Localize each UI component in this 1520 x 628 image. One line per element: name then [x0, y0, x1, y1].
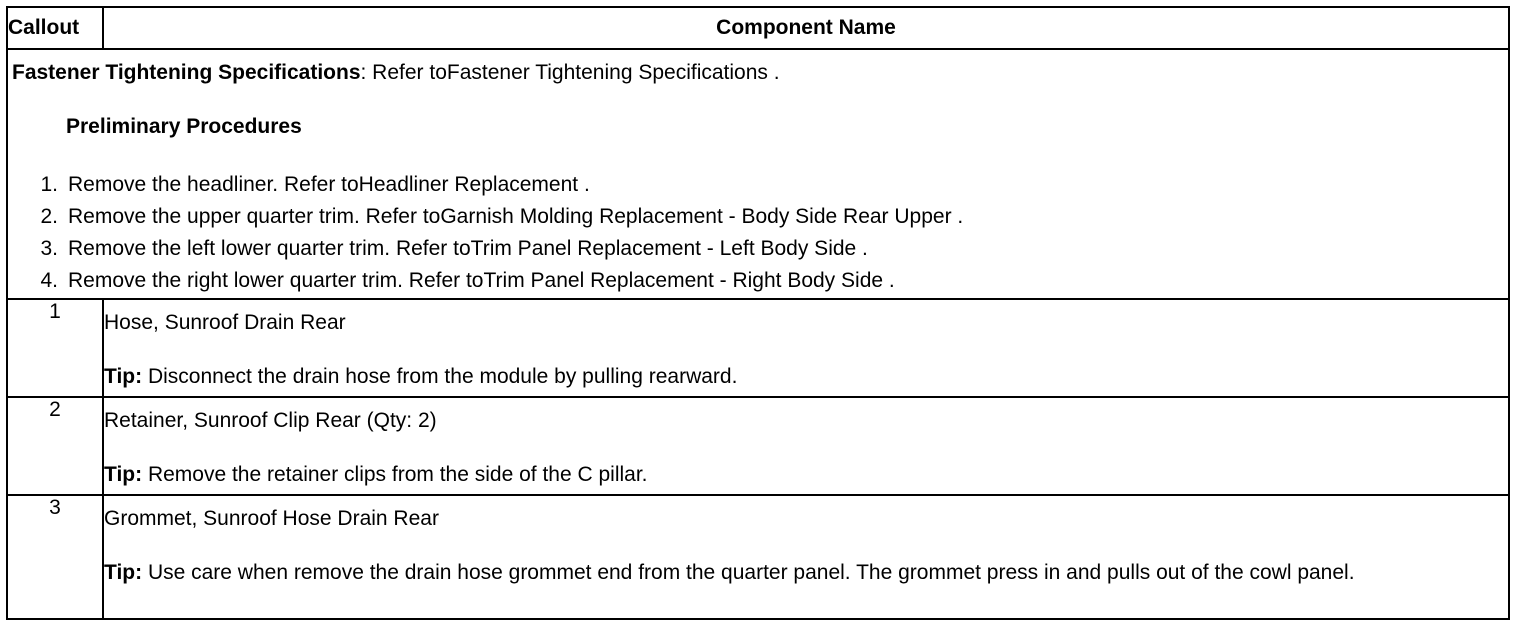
component-tip: [104, 363, 1508, 391]
tip-label: Tip:: [104, 561, 143, 584]
intro-row: [7, 49, 1509, 299]
callout-number: 1: [7, 299, 103, 397]
procedure-step: [12, 169, 1508, 201]
callout-number: 3: [7, 495, 103, 619]
callout-number: 2: [7, 397, 103, 495]
component-table-container: [6, 6, 1510, 620]
step-text: Remove the left lower quarter trim. Refer toTrim Panel Replacement - Left Body Side .: [68, 237, 868, 260]
step-number: 1.: [40, 173, 58, 196]
tip-text: Remove the retainer clips from the side of the C pillar.: [142, 463, 648, 486]
step-number: 3.: [40, 237, 58, 260]
component-name-header: Component Name: [103, 7, 1509, 49]
step-text: Remove the upper quarter trim. Refer toGarnish Molding Replacement - Body Side Rear Upper .: [68, 205, 964, 228]
table-row: [7, 397, 1509, 495]
procedure-step: [12, 265, 1508, 297]
table-row: [7, 299, 1509, 397]
component-cell: [103, 299, 1509, 397]
step-text: Remove the headliner. Refer toHeadliner Replacement .: [68, 173, 590, 196]
procedure-step: [12, 201, 1508, 233]
component-name: Retainer, Sunroof Clip Rear (Qty: 2): [104, 409, 437, 432]
preliminary-procedures-title: Preliminary Procedures: [66, 115, 302, 138]
component-tip: [104, 559, 1508, 587]
table-header-row: [7, 7, 1509, 49]
component-name: Grommet, Sunroof Hose Drain Rear: [104, 507, 439, 530]
intro-cell: [7, 49, 1509, 299]
component-cell: [103, 397, 1509, 495]
procedure-step: [12, 233, 1508, 265]
callout-header: Callout: [7, 7, 103, 49]
tip-label: Tip:: [104, 463, 143, 486]
procedure-steps: [12, 169, 1508, 297]
table-row: [7, 495, 1509, 619]
step-number: 4.: [40, 269, 58, 292]
tip-text: Disconnect the drain hose from the module by pulling rearward.: [142, 365, 738, 388]
component-name: Hose, Sunroof Drain Rear: [104, 311, 346, 334]
component-cell: [103, 495, 1509, 619]
tip-text: Use care when remove the drain hose grommet end from the quarter panel. The grommet press in and pulls out of the cowl panel.: [142, 561, 1355, 584]
tip-label: Tip:: [104, 365, 143, 388]
component-table: [6, 6, 1510, 620]
step-text: Remove the right lower quarter trim. Refer toTrim Panel Replacement - Right Body Side .: [68, 269, 895, 292]
component-tip: [104, 461, 1508, 489]
step-number: 2.: [40, 205, 58, 228]
fastener-spec-text: : Refer toFastener Tightening Specifications .: [360, 61, 780, 84]
fastener-spec-line: [12, 61, 1508, 85]
fastener-spec-label: Fastener Tightening Specifications: [12, 61, 361, 84]
